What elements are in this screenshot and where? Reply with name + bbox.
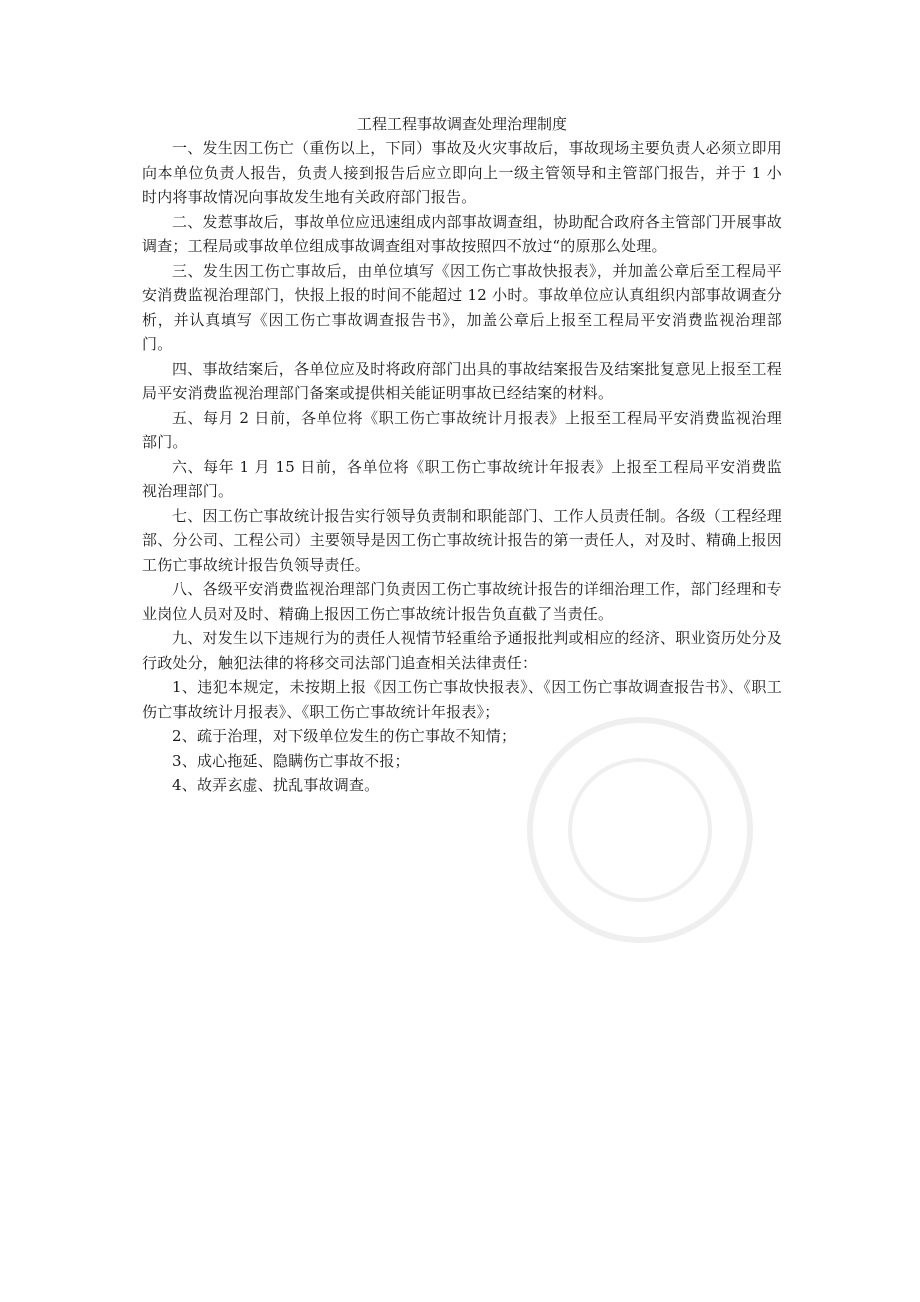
paragraph-5: 五、每月 2 日前，各单位将《职工伤亡事故统计月报表》上报至工程局平安消费监视治理部门。 (142, 408, 782, 451)
paragraph-7: 七、因工伤亡事故统计报告实行领导负责制和职能部门、工作人员责任制。各级（工程经理部、分公司、工程公司）主要领导是因工伤亡事故统计报告的第一责任人，对及时、精确上报因工伤亡事故统计报告负领导责任。 (142, 506, 782, 574)
paragraph-4: 四、事故结案后，各单位应及时将政府部门出具的事故结案报告及结案批复意见上报至工程局平安消费监视治理部门备案或提供相关能证明事故已经结案的材料。 (142, 359, 782, 402)
document-page (142, 112, 782, 798)
paragraph-8: 八、各级平安消费监视治理部门负责因工伤亡事故统计报告的详细治理工作，部门经理和专业岗位人员对及时、精确上报因工伤亡事故统计报告负直截了当责任。 (142, 580, 782, 623)
paragraph-1: 一、发生因工伤亡（重伤以上，下同）事故及火灾事故后，事故现场主要负责人必须立即用向本单位负责人报告，负责人接到报告后应立即向上一级主管领导和主管部门报告，并于 1 小时内将事故情况向事故发生地有关政府部门报告。 (142, 139, 782, 206)
document-title: 工程工程事故调查处理治理制度 (356, 115, 567, 133)
list-item-4: 4、故弄玄虚、扰乱事故调查。 (172, 776, 380, 794)
list-item-2: 2、疏于治理，对下级单位发生的伤亡事故不知情； (172, 727, 517, 745)
paragraph-6: 六、每年 1 月 15 日前，各单位将《职工伤亡事故统计年报表》上报至工程局平安消费监视治理部门。 (142, 457, 782, 500)
paragraph-2: 二、发惹事故后，事故单位应迅速组成内部事故调查组，协助配合政府各主管部门开展事故调查；工程局或事故单位组成事故调查组对事故按照四不放过“的原那么处理。 (142, 212, 782, 255)
paragraph-3: 三、发生因工伤亡事故后，由单位填写《因工伤亡事故快报表》，并加盖公章后至工程局平安消费监视治理部门，快报上报的时间不能超过 12 小时。事故单位应认真组织内部事故调查分析，并认真填写《因工伤亡事故调查报告书》，加盖公章后上报至工程局平安消费监视治理部门。 (142, 261, 782, 353)
paragraph-9: 九、对发生以下违规行为的责任人视情节轻重给予通报批判或相应的经济、职业资历处分及行政处分，触犯法律的将移交司法部门追查相关法律责任： (142, 629, 782, 672)
list-item-3: 3、成心拖延、隐瞒伤亡事故不报； (172, 751, 410, 770)
list-item-1: 1、违犯本规定，未按期上报《因工伤亡事故快报表》、《因工伤亡事故调查报告书》、《职工伤亡事故统计月报表》、《职工伤亡事故统计年报表》； (142, 678, 782, 721)
